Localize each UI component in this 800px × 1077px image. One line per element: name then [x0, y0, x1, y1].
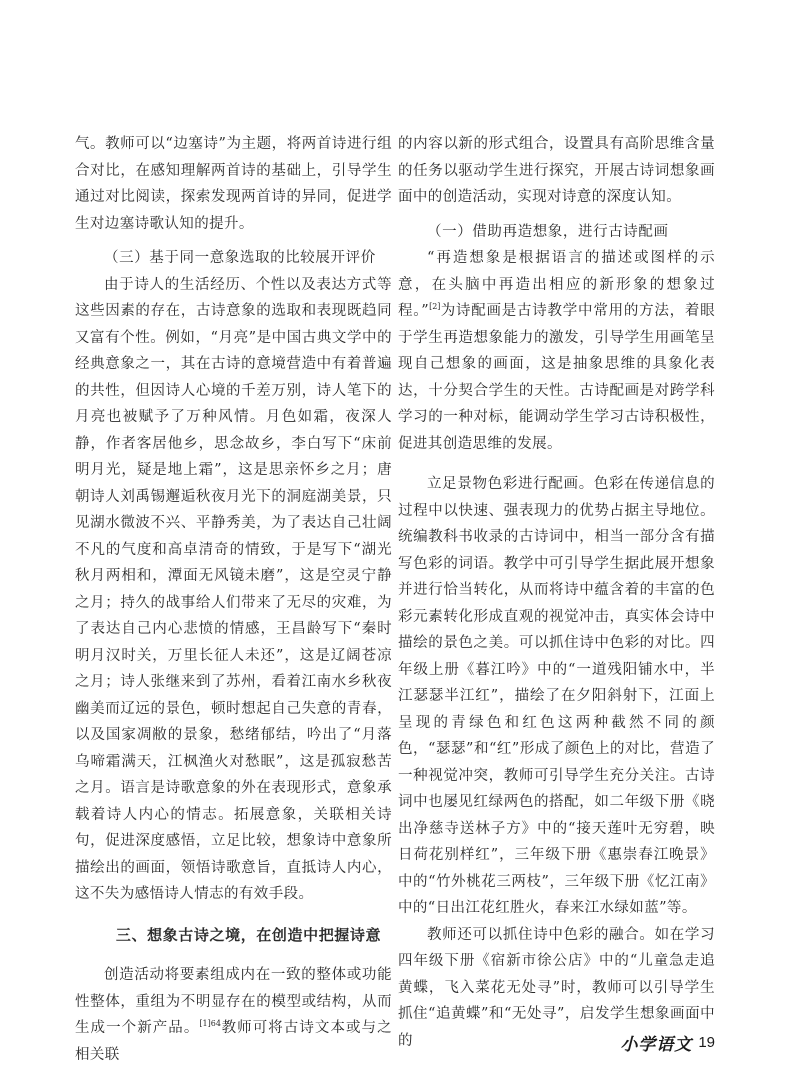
paragraph-text: 教师可将古诗文本或与之相关联 — [75, 1020, 393, 1063]
right-column — [398, 131, 715, 1054]
paragraph: 气。教师可以“边塞诗”为主题，将两首诗进行组合对比，在感知理解两首诗的基础上，引导学生通过对比阅读，探索发现两首诗的异同，促进学生对边塞诗歌认知的提升。 — [75, 136, 392, 232]
journal-name: 小学语文 — [620, 1035, 693, 1055]
paragraph — [398, 245, 715, 457]
paragraph — [75, 962, 392, 1068]
subsection-heading: （三）基于同一意象选取的比较展开评价 — [104, 250, 376, 266]
paragraph: 由于诗人的生活经历、个性以及表达方式等这些因素的存在，古诗意象的选取和表现既趋同又富有个性。例如，“月亮”是中国古典文学中的经典意象之一，其在古诗的意境营造中有着普遍的共性，但因诗人心境的千差万别，诗人笔下的月亮也被赋予了万种风情。月色如霜，夜深人静，作者客居他乡，思念故乡，李白写下“床前明月光，疑是地上霜”，这是思亲怀乡之月；唐朝诗人刘禹锡邂逅秋夜月光下的洞庭湖美景，只见湖水微波不兴、平静秀美，为了表达自己壮阔不凡的气度和高卓清奇的情致，于是写下“湖光秋月两相和，潭面无风镜未磨”，这是空灵宁静之月；持久的战事给人们带来了无尽的灾难，为了表达自己内心悲愤的情感，王昌龄写下“秦时明月汉时关，万里长征人未还”，这是辽阔苍凉之月；诗人张继来到了苏州，看着江南水乡秋夜幽美而辽远的景色，顿时想起自己失意的青春，以及国家凋敝的景象，愁绪郁结，吟出了“月落乌啼霜满天，江枫渔火对愁眠”，这是孤寂愁苦之月。语言是诗歌意象的外在表现形式，意象承载着诗人内心的情志。拓展意象，关联相关诗句，促进深度感悟，立足比较，想象诗中意象所描绘出的画面，领悟诗歌意旨，直抵诗人内心，这不失为感悟诗人情志的有效手段。 — [75, 276, 392, 902]
paragraph: 的内容以新的形式组合，设置具有高阶思维含量的任务以驱动学生进行探究，开展古诗词想象画面中的创造活动，实现对诗意的深度认知。 — [398, 136, 715, 205]
citation-ref: [2] — [429, 302, 441, 312]
left-column — [75, 131, 392, 1068]
page-number: 19 — [698, 1034, 715, 1051]
paragraph: 教师还可以抓住诗中色彩的融合。如在学习四年级下册《宿新市徐公店》中的“儿童急走追黄蝶，飞入菜花无处寻”时，教师可以引导学生抓住“追黄蝶”和“无处寻”，启发学生想象画面中的 — [398, 926, 715, 1049]
paragraph-text: 为诗配画是古诗教学中常用的方法，着眼于学生再造想象能力的激发，引导学生用画笔呈现自己想象的画面，这是抽象思维的具象化表达，十分契合学生的天性。古诗配画是对跨学科学习的一种对标，能调动学生学习古诗积极性，促进其创造思维的发展。 — [398, 303, 715, 452]
page-footer — [620, 1030, 715, 1055]
subsection-heading: （一）借助再造想象，进行古诗配画 — [427, 223, 669, 240]
paragraph-text: “再造想象是根据语言的描述或图样的示意，在头脑中再造出相应的新形象的想象过程。” — [398, 250, 715, 319]
citation-ref: [1]64 — [199, 1019, 221, 1029]
paragraph: 立足景物色彩进行配画。色彩在传递信息的过程中以快速、强表现力的优势占据主导地位。统编教科书收录的古诗词中，相当一部分含有描写色彩的词语。教学中可引导学生据此展开想象并进行恰当转化，从而将诗中蕴含着的丰富的色彩元素转化形成直观的视觉冲击，真实体会诗中描绘的景色之美。可以抓住诗中色彩的对比。四年级上册《暮江吟》中的“一道残阳铺水中，半江瑟瑟半江红”，描绘了在夕阳斜射下，江面上呈现的青绿色和红色这两种截然不同的颜色，“瑟瑟”和“红”形成了颜色上的对比，营造了一种视觉冲突，教师可引导学生充分关注。古诗词中也屡见红绿两色的搭配，如二年级下册《晓出净慈寺送林子方》中的“接天莲叶无穷碧，映日荷花别样红”，三年级下册《惠崇春江晚景》中的“竹外桃花三两枝”，三年级下册《忆江南》中的“日出江花红胜火，春来江水绿如蓝”等。 — [398, 476, 715, 916]
section-heading: 三、想象古诗之境，在创造中把握诗意 — [115, 925, 382, 944]
paragraph-text: 创造活动将要素组成内在一致的整体或功能性整体，重组为不明显存在的模型或结构，从而生成一个新产品。 — [75, 967, 392, 1036]
